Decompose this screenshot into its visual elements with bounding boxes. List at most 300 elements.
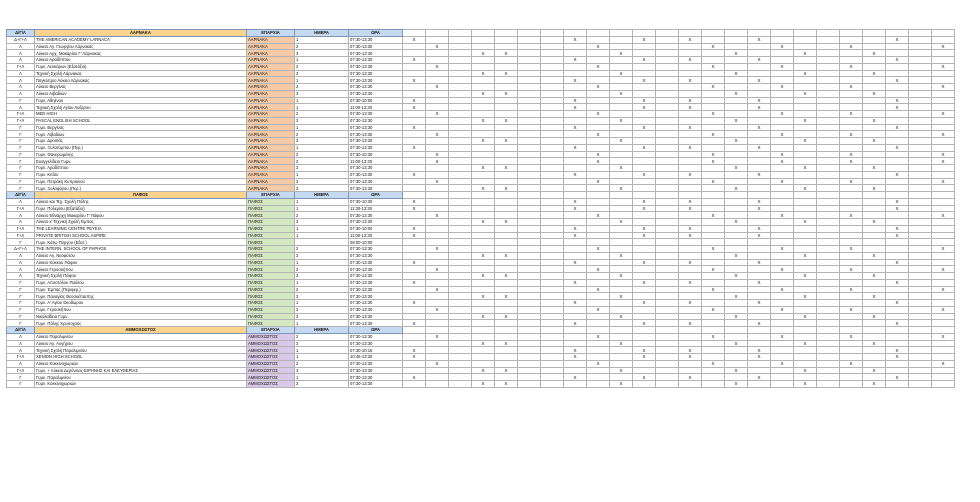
header-blank-cell <box>610 192 633 199</box>
empty-cell <box>495 124 518 131</box>
empty-cell <box>426 367 449 374</box>
mark-cell: X <box>633 300 656 307</box>
mark-cell: X <box>794 381 817 388</box>
day-cell: 3 <box>295 117 349 124</box>
empty-cell <box>495 354 518 361</box>
header-blank-cell <box>840 327 863 334</box>
mark-cell: X <box>403 57 426 64</box>
eparchia-cell: ΛΑΡΝΑΚΑ <box>247 70 295 77</box>
day-cell: 3 <box>295 165 349 172</box>
header-time: ΩΡΑ <box>349 30 403 37</box>
empty-cell <box>817 225 840 232</box>
empty-cell <box>518 239 541 246</box>
empty-cell <box>886 138 909 145</box>
empty-cell <box>794 124 817 131</box>
empty-cell <box>725 306 748 313</box>
empty-cell <box>702 239 725 246</box>
school-cell: Γυμν. Πολεμίου (Εξατάξιο) <box>35 205 247 212</box>
empty-cell <box>817 90 840 97</box>
level-cell: Λ <box>7 77 35 84</box>
empty-cell <box>748 381 771 388</box>
time-cell: 07:30-13:30 <box>349 259 403 266</box>
empty-cell <box>656 300 679 307</box>
empty-cell <box>518 381 541 388</box>
empty-cell <box>518 293 541 300</box>
empty-cell <box>909 300 932 307</box>
empty-cell <box>541 266 564 273</box>
empty-cell <box>771 165 794 172</box>
header-blank-cell <box>771 192 794 199</box>
empty-cell <box>564 219 587 226</box>
empty-cell <box>909 320 932 327</box>
school-cell: Γυμν. Φανερωμένης <box>35 151 247 158</box>
empty-cell <box>932 259 955 266</box>
empty-cell <box>932 36 955 43</box>
mark-cell: X <box>863 273 886 280</box>
mark-cell: X <box>564 198 587 205</box>
empty-cell <box>725 97 748 104</box>
empty-cell <box>794 57 817 64</box>
mark-cell: X <box>403 300 426 307</box>
empty-cell <box>863 259 886 266</box>
mark-cell: X <box>472 50 495 57</box>
mark-cell: X <box>633 97 656 104</box>
level-cell: Γ <box>7 124 35 131</box>
empty-cell <box>794 320 817 327</box>
empty-cell <box>541 225 564 232</box>
header-blank-cell <box>771 327 794 334</box>
empty-cell <box>449 374 472 381</box>
empty-cell <box>633 367 656 374</box>
time-cell: 07:30-13:30 <box>349 367 403 374</box>
empty-cell <box>633 333 656 340</box>
empty-cell <box>794 286 817 293</box>
school-cell: Λύκειο Λιβαδιών <box>35 90 247 97</box>
empty-cell <box>725 124 748 131</box>
level-cell: Δ+Γ+Λ <box>7 246 35 253</box>
empty-cell <box>541 165 564 172</box>
empty-cell <box>817 333 840 340</box>
level-cell: Γ <box>7 300 35 307</box>
mark-cell: X <box>679 171 702 178</box>
empty-cell <box>909 185 932 192</box>
time-cell: 07:30-13:30 <box>349 279 403 286</box>
empty-cell <box>472 151 495 158</box>
empty-cell <box>518 266 541 273</box>
empty-cell <box>610 57 633 64</box>
empty-cell <box>610 97 633 104</box>
empty-cell <box>472 198 495 205</box>
mark-cell: X <box>679 205 702 212</box>
empty-cell <box>610 333 633 340</box>
eparchia-cell: ΠΑΦΟΣ <box>247 219 295 226</box>
empty-cell <box>449 57 472 64</box>
empty-cell <box>449 239 472 246</box>
empty-cell <box>403 246 426 253</box>
table-row <box>7 381 955 388</box>
empty-cell <box>909 111 932 118</box>
empty-cell <box>679 246 702 253</box>
empty-cell <box>495 360 518 367</box>
mark-cell: X <box>932 286 955 293</box>
mark-cell: X <box>886 198 909 205</box>
empty-cell <box>518 320 541 327</box>
header-blank-cell <box>702 30 725 37</box>
empty-cell <box>817 313 840 320</box>
mark-cell: X <box>610 50 633 57</box>
level-cell: Γ <box>7 320 35 327</box>
empty-cell <box>610 232 633 239</box>
mark-cell: X <box>610 252 633 259</box>
header-blank-cell <box>932 192 955 199</box>
table-row <box>7 36 955 43</box>
empty-cell <box>426 36 449 43</box>
time-cell: 07:30-13:30 <box>349 36 403 43</box>
empty-cell <box>840 273 863 280</box>
empty-cell <box>817 347 840 354</box>
header-level: Δ/Γ/Λ <box>7 327 35 334</box>
mark-cell: X <box>679 232 702 239</box>
empty-cell <box>863 266 886 273</box>
time-cell: 07:30-13:30 <box>349 171 403 178</box>
empty-cell <box>541 36 564 43</box>
time-cell: 07:30-13:30 <box>349 246 403 253</box>
empty-cell <box>656 124 679 131</box>
mark-cell: X <box>495 313 518 320</box>
mark-cell: X <box>633 36 656 43</box>
mark-cell: X <box>426 63 449 70</box>
empty-cell <box>587 117 610 124</box>
empty-cell <box>518 232 541 239</box>
empty-cell <box>725 178 748 185</box>
header-blank-cell <box>702 192 725 199</box>
level-cell: Γ <box>7 239 35 246</box>
table-row <box>7 306 955 313</box>
level-cell: Λ <box>7 252 35 259</box>
eparchia-cell: ΛΑΡΝΑΚΑ <box>247 50 295 57</box>
empty-cell <box>748 219 771 226</box>
level-cell: Λ <box>7 84 35 91</box>
empty-cell <box>748 111 771 118</box>
empty-cell <box>633 293 656 300</box>
empty-cell <box>403 131 426 138</box>
table-row <box>7 165 955 172</box>
empty-cell <box>449 340 472 347</box>
header-day: ΗΜΕΡΑ <box>295 192 349 199</box>
mark-cell: X <box>495 381 518 388</box>
empty-cell <box>817 84 840 91</box>
empty-cell <box>679 252 702 259</box>
empty-cell <box>495 104 518 111</box>
empty-cell <box>679 293 702 300</box>
empty-cell <box>725 333 748 340</box>
mark-cell: X <box>610 381 633 388</box>
empty-cell <box>449 43 472 50</box>
table-row <box>7 347 955 354</box>
mark-cell: X <box>633 225 656 232</box>
empty-cell <box>886 70 909 77</box>
mark-cell: X <box>725 50 748 57</box>
level-cell: Γ+Λ <box>7 63 35 70</box>
empty-cell <box>725 232 748 239</box>
mark-cell: X <box>679 104 702 111</box>
empty-cell <box>403 84 426 91</box>
empty-cell <box>748 273 771 280</box>
empty-cell <box>794 259 817 266</box>
empty-cell <box>679 178 702 185</box>
header-blank-cell <box>541 192 564 199</box>
eparchia-cell: ΛΑΡΝΑΚΑ <box>247 144 295 151</box>
level-cell: Δ+Γ+Λ <box>7 36 35 43</box>
empty-cell <box>817 131 840 138</box>
empty-cell <box>495 43 518 50</box>
table-row <box>7 273 955 280</box>
empty-cell <box>403 293 426 300</box>
header-blank-cell <box>495 192 518 199</box>
empty-cell <box>725 239 748 246</box>
empty-cell <box>633 381 656 388</box>
empty-cell <box>495 144 518 151</box>
empty-cell <box>932 171 955 178</box>
mark-cell: X <box>748 97 771 104</box>
mark-cell: X <box>725 340 748 347</box>
empty-cell <box>909 158 932 165</box>
empty-cell <box>610 124 633 131</box>
mark-cell: X <box>725 165 748 172</box>
empty-cell <box>518 198 541 205</box>
empty-cell <box>587 57 610 64</box>
empty-cell <box>794 43 817 50</box>
empty-cell <box>403 367 426 374</box>
header-day: ΗΜΕΡΑ <box>295 327 349 334</box>
empty-cell <box>932 138 955 145</box>
empty-cell <box>748 84 771 91</box>
empty-cell <box>863 43 886 50</box>
mark-cell: X <box>725 70 748 77</box>
empty-cell <box>794 178 817 185</box>
header-blank-cell <box>587 327 610 334</box>
header-district-name: ΛΑΡΝΑΚΑ <box>35 30 247 37</box>
empty-cell <box>564 50 587 57</box>
empty-cell <box>702 124 725 131</box>
mark-cell: X <box>426 151 449 158</box>
mark-cell: X <box>587 131 610 138</box>
table-row <box>7 293 955 300</box>
mark-cell: X <box>794 293 817 300</box>
level-cell: Γ <box>7 151 35 158</box>
mark-cell: X <box>633 232 656 239</box>
mark-cell: X <box>495 273 518 280</box>
mark-cell: X <box>702 151 725 158</box>
mark-cell: X <box>840 178 863 185</box>
school-cell: Γυμν. Ξυλοτύμπου (Περ.) <box>35 144 247 151</box>
empty-cell <box>633 286 656 293</box>
empty-cell <box>702 138 725 145</box>
mark-cell: X <box>748 300 771 307</box>
empty-cell <box>495 158 518 165</box>
empty-cell <box>633 219 656 226</box>
time-cell: 07:30-13:30 <box>349 306 403 313</box>
mark-cell: X <box>587 266 610 273</box>
table-row <box>7 259 955 266</box>
empty-cell <box>909 225 932 232</box>
eparchia-cell: ΑΜΜΟΧΩΣΤΟΣ <box>247 333 295 340</box>
mark-cell: X <box>679 97 702 104</box>
day-cell: 1 <box>295 300 349 307</box>
day-cell: 1 <box>295 354 349 361</box>
empty-cell <box>518 360 541 367</box>
empty-cell <box>633 266 656 273</box>
empty-cell <box>702 36 725 43</box>
empty-cell <box>932 374 955 381</box>
empty-cell <box>725 84 748 91</box>
empty-cell <box>771 36 794 43</box>
empty-cell <box>679 185 702 192</box>
empty-cell <box>863 306 886 313</box>
empty-cell <box>656 286 679 293</box>
empty-cell <box>794 144 817 151</box>
empty-cell <box>725 205 748 212</box>
mark-cell: X <box>748 77 771 84</box>
mark-cell: X <box>794 340 817 347</box>
empty-cell <box>748 360 771 367</box>
mark-cell: X <box>725 313 748 320</box>
day-cell: 2 <box>295 266 349 273</box>
empty-cell <box>472 144 495 151</box>
empty-cell <box>518 212 541 219</box>
empty-cell <box>495 171 518 178</box>
mark-cell: X <box>886 36 909 43</box>
empty-cell <box>587 90 610 97</box>
eparchia-cell: ΠΑΦΟΣ <box>247 293 295 300</box>
empty-cell <box>863 97 886 104</box>
empty-cell <box>449 205 472 212</box>
empty-cell <box>886 286 909 293</box>
level-cell: Γ+Λ <box>7 367 35 374</box>
day-cell: 1 <box>295 198 349 205</box>
mark-cell: X <box>472 138 495 145</box>
mark-cell: X <box>610 293 633 300</box>
empty-cell <box>932 381 955 388</box>
empty-cell <box>541 246 564 253</box>
empty-cell <box>817 354 840 361</box>
time-cell: 07:30-13:30 <box>349 124 403 131</box>
empty-cell <box>817 178 840 185</box>
empty-cell <box>610 104 633 111</box>
empty-cell <box>794 279 817 286</box>
mark-cell: X <box>679 347 702 354</box>
empty-cell <box>679 158 702 165</box>
empty-cell <box>863 151 886 158</box>
empty-cell <box>840 117 863 124</box>
mark-cell: X <box>863 367 886 374</box>
empty-cell <box>794 205 817 212</box>
mark-cell: X <box>932 266 955 273</box>
empty-cell <box>518 63 541 70</box>
empty-cell <box>702 381 725 388</box>
mark-cell: X <box>426 131 449 138</box>
level-cell: Λ <box>7 50 35 57</box>
mark-cell: X <box>426 111 449 118</box>
header-blank-cell <box>495 30 518 37</box>
empty-cell <box>403 165 426 172</box>
empty-cell <box>426 57 449 64</box>
empty-cell <box>909 57 932 64</box>
empty-cell <box>817 151 840 158</box>
mark-cell: X <box>794 50 817 57</box>
empty-cell <box>840 124 863 131</box>
empty-cell <box>932 225 955 232</box>
mark-cell: X <box>748 36 771 43</box>
time-cell: 11:00-13:30 <box>349 232 403 239</box>
mark-cell: X <box>725 293 748 300</box>
day-cell: 3 <box>295 90 349 97</box>
empty-cell <box>679 165 702 172</box>
empty-cell <box>449 219 472 226</box>
empty-cell <box>518 158 541 165</box>
mark-cell: X <box>426 178 449 185</box>
empty-cell <box>449 185 472 192</box>
time-cell: 07:30-13:30 <box>349 77 403 84</box>
empty-cell <box>495 239 518 246</box>
mark-cell: X <box>771 212 794 219</box>
level-cell: Γ+Λ <box>7 117 35 124</box>
empty-cell <box>909 360 932 367</box>
empty-cell <box>817 171 840 178</box>
empty-cell <box>633 63 656 70</box>
empty-cell <box>863 84 886 91</box>
time-cell: 07:30-13:30 <box>349 374 403 381</box>
mark-cell: X <box>932 246 955 253</box>
mark-cell: X <box>426 84 449 91</box>
mark-cell: X <box>794 252 817 259</box>
empty-cell <box>679 239 702 246</box>
empty-cell <box>472 246 495 253</box>
eparchia-cell: ΛΑΡΝΑΚΑ <box>247 77 295 84</box>
empty-cell <box>541 50 564 57</box>
mark-cell: X <box>725 90 748 97</box>
empty-cell <box>541 205 564 212</box>
empty-cell <box>610 212 633 219</box>
empty-cell <box>886 165 909 172</box>
mark-cell: X <box>495 185 518 192</box>
empty-cell <box>472 57 495 64</box>
mark-cell: X <box>863 50 886 57</box>
empty-cell <box>541 124 564 131</box>
empty-cell <box>541 273 564 280</box>
header-eparchia: ΕΠΑΡΧΙΑ <box>247 327 295 334</box>
mark-cell: X <box>564 374 587 381</box>
empty-cell <box>403 90 426 97</box>
empty-cell <box>564 111 587 118</box>
header-blank-cell <box>426 30 449 37</box>
empty-cell <box>656 111 679 118</box>
level-cell: Γ <box>7 286 35 293</box>
empty-cell <box>702 347 725 354</box>
school-cell: Λύκειο Αρχ. Μακαρίου Γ' Λάρνακας <box>35 50 247 57</box>
empty-cell <box>748 340 771 347</box>
mark-cell: X <box>610 90 633 97</box>
empty-cell <box>656 212 679 219</box>
mark-cell: X <box>679 259 702 266</box>
mark-cell: X <box>886 300 909 307</box>
empty-cell <box>449 320 472 327</box>
empty-cell <box>541 320 564 327</box>
empty-cell <box>725 144 748 151</box>
mark-cell: X <box>840 131 863 138</box>
empty-cell <box>449 63 472 70</box>
empty-cell <box>656 43 679 50</box>
